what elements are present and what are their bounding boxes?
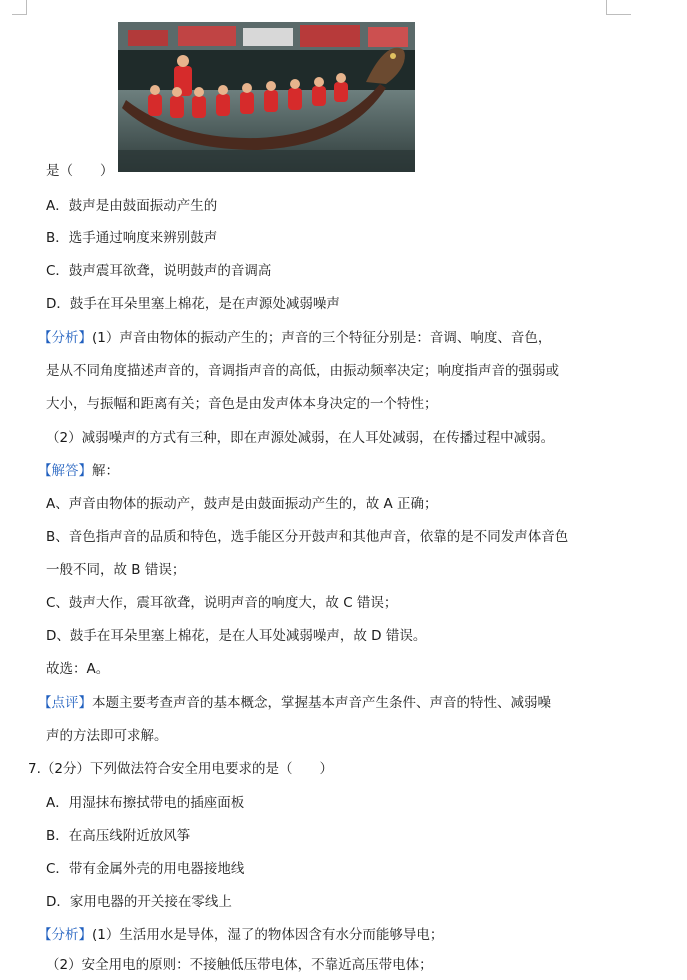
q7-option-d: D．家用电器的开关接在零线上 [46, 894, 232, 910]
analysis-tag: 【分析】 [38, 330, 92, 346]
q6-analysis-text: (1）声音由物体的振动产生的；声音的三个特征分别是：音调、响度、音色， [92, 330, 552, 346]
q6-analysis-line: 大小，与振幅和距离有关；音色是由发声体本身决定的一个特性； [46, 396, 438, 412]
q6-comment-text: 本题主要考查声音的基本概念，掌握基本声音产生条件、声音的特性、减弱噪 [92, 695, 551, 711]
q7-option-b: B．在高压线附近放风筝 [46, 828, 191, 844]
page-corner-mark [606, 0, 631, 15]
q6-option-a: A．鼓声是由鼓面振动产生的 [46, 198, 218, 214]
q6-solution-head [38, 461, 119, 481]
q6-option-d: D．鼓手在耳朵里塞上棉花，是在声源处减弱噪声 [46, 296, 340, 312]
q6-comment-line [38, 693, 551, 713]
q6-final-answer: 故选：A。 [46, 661, 110, 677]
question-6-stem-tail: 是（ ） [46, 163, 114, 179]
question-7-stem: 7.（2分）下列做法符合安全用电要求的是（ ） [28, 761, 333, 777]
q7-analysis-line: （2）安全用电的原则：不接触低压带电体，不靠近高压带电体； [46, 957, 433, 973]
q6-option-c: C．鼓声震耳欲聋，说明鼓声的音调高 [46, 263, 272, 279]
q7-option-a: A．用湿抹布擦拭带电的插座面板 [46, 795, 245, 811]
page-corner-mark [12, 0, 27, 15]
q6-solution-line: C、鼓声大作，震耳欲聋，说明声音的响度大，故 C 错误； [46, 595, 398, 611]
q6-option-b: B．选手通过响度来辨别鼓声 [46, 230, 218, 246]
dragon-boat-photo [118, 22, 415, 172]
analysis-tag: 【分析】 [38, 927, 92, 943]
q6-solution-line: 一般不同，故 B 错误； [46, 562, 186, 578]
q7-option-c: C．带有金属外壳的用电器接地线 [46, 861, 245, 877]
q7-analysis-text: (1）生活用水是导体，湿了的物体因含有水分而能够导电； [92, 927, 444, 943]
q6-analysis-line [38, 328, 551, 348]
q7-analysis-line [38, 925, 443, 945]
q6-solution-line: A、声音由物体的振动产，鼓声是由鼓面振动产生的，故 A 正确； [46, 496, 438, 512]
q6-comment-line: 声的方法即可求解。 [46, 728, 168, 744]
q6-solution-prefix: 解： [92, 463, 119, 479]
solution-tag: 【解答】 [38, 463, 92, 479]
q6-analysis-line: （2）减弱噪声的方式有三种，即在声源处减弱，在人耳处减弱，在传播过程中减弱。 [46, 430, 555, 446]
q6-solution-line: D、鼓手在耳朵里塞上棉花，是在人耳处减弱噪声，故 D 错误。 [46, 628, 427, 644]
q6-analysis-line: 是从不同角度描述声音的，音调指声音的高低，由振动频率决定；响度指声音的强弱或 [46, 363, 559, 379]
q6-solution-line: B、音色指声音的品质和特色，选手能区分开鼓声和其他声音，依靠的是不同发声体音色 [46, 529, 569, 545]
comment-tag: 【点评】 [38, 695, 92, 711]
